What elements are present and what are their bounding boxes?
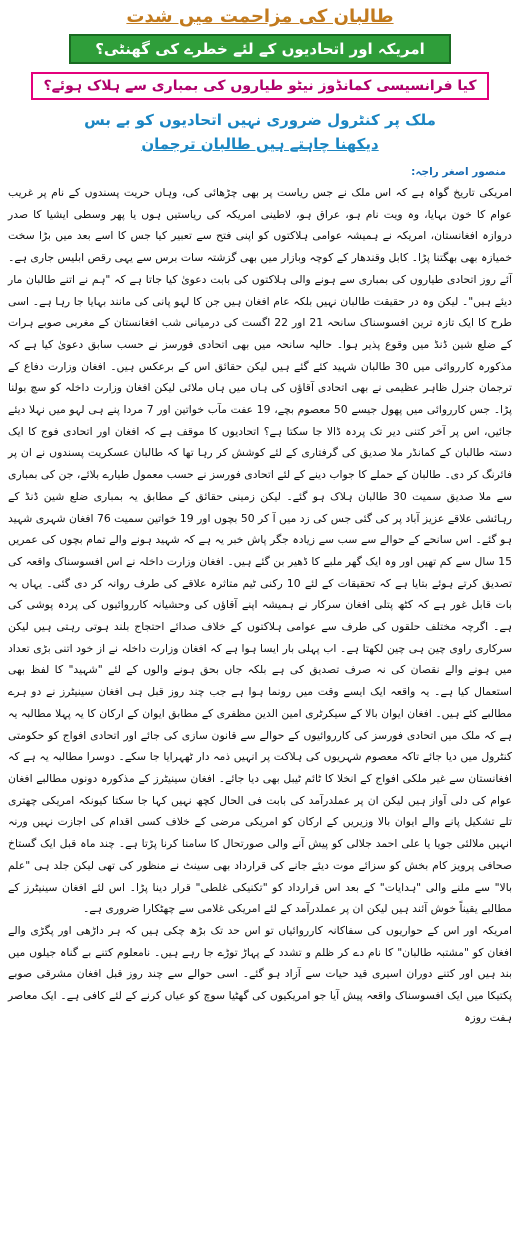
article-body [8,182,512,1028]
deck-line-1: ملک پر کنٹرول ضروری نہیں اتحادیوں کو بے بس [84,111,436,129]
byline: منصور اصغر راجہ: [411,166,506,178]
kicker-title: طالبان کی مزاحمت میں شدت [126,6,394,27]
paragraph-1: امریکی تاریخ گواہ ہے کہ اس ملک نے جس ریاست پر بھی چڑھائی کی، وہاں حریت پسندوں کے نام پر غریب عوام کا خون بہایا، وہ ویت نام ہو، عراق ہو، لاطینی امریکہ کی ریاستیں ہوں یا پھر وسطی ایشیا کا صدر دروازہ افغانستان، امریکہ نے ہمیشہ عوامی ہلاکتوں کو اپنی فتح سے تعبیر کیا جس کا اسے بعد میں بڑا سخت خمیازہ بھی بھگتنا پڑا۔ کابل وقندھار کے کوچہ وبازار میں بھی گزشتہ سات برس سے یہی رقص ابلیس جاری ہے۔ آئے روز اتحادی طیاروں کی بمباری سے ہونے والی ہلاکتوں کی بابت دعویٰ کیا جاتا ہے کہ "ہم نے اتنے طالبان مار دیئے ہیں"۔ لیکن وہ در حقیقت طالبان نہیں بلکہ عام افغان ہیں جن کا لہو پانی کی مانند بہایا جا رہا ہے۔ اسی طرح کا ایک تازہ ترین افسوسناک سانحہ 21 اور 22 اگست کی درمیانی شب افغانستان کے مغربی صوبے ہرات کے ضلع شین ڈنڈ میں وقوع پذیر ہوا۔ حالیہ سانحہ میں بھی اتحادی فورسز نے حسب سابق دعویٰ کیا ہے کہ مذکورہ کارروائی میں 30 طالبان شہید کئے گئے ہیں لیکن حقائق اس کے برعکس ہیں۔ افغان وزارت دفاع کے ترجمان جنرل ظاہر عظیمی نے بھی اتحادی آقاؤں کی ہاں میں ہاں ملائی لیکن افغان وزارت داخلہ کو سچ بولنا پڑا۔ جس کارروائی میں پھول جیسے 50 معصوم بچے، 19 عفت مآب خواتین اور 7 مردا پنے ہی لہو میں نہلا دیئے جائیں، اس پر آخر کتنی دیر تک پردہ ڈالا جا سکتا ہے؟ اتحادیوں کا موقف ہے کہ افغان اور اتحادی فوج کا ایک دستہ طالبان کے کمانڈر ملا صدیق کی گرفتاری کے لئے کوشش کر رہا تھا کہ طالبان عسکریت پسندوں نے ان پر فائرنگ کر دی۔ طالبان کے حملے کا جواب دینے کے لئے اتحادی فورسز نے حسب معمول طیارے بلائے، جن کی بمباری سے ملا صدیق سمیت 30 طالبان ہلاک ہو گئے۔ لیکن زمینی حقائق کے مطابق یہ بمباری ضلع شین ڈنڈ کے رہائشی علاقے عزیز آباد پر کی گئی جس کی زد میں آ کر 50 بچوں اور 19 خواتین سمیت 76 افغان شہری شہید ہو گئے۔ اس سانحے کے حوالے سے سب سے زیادہ جگر پاش خبر یہ ہے کہ شہید ہونے والے تمام بچوں کی عمریں 15 سال سے کم تھیں اور وہ ایک گھر ملبے کا ڈھیر بن گئے ہیں۔ افغان وزارت داخلہ نے اس افسوسناک واقعہ کی تصدیق کرتے ہوئے بتایا ہے کہ تحقیقات کے لئے 10 رکنی ٹیم متاثرہ علاقے کی طرف روانہ کر دی گئی۔ یہاں یہ بات قابل غور ہے کہ کٹھ پتلی افغان سرکار نے ہمیشہ اپنے آقاؤں کی وحشیانہ کارروائیوں کی پردہ پوشی کی ہے۔ اگرچہ مختلف حلقوں کی طرف سے عوامی ہلاکتوں کے خلاف صدائے احتجاج بلند ہوتی رہتی ہیں لیکن سرکاری راوی چین ہی چین لکھتا ہے۔ اب پہلی بار ایسا ہوا ہے کہ افغان وزارت داخلہ نے از خود اتنی بڑی تعداد میں ہونے والے نقصان کی نہ صرف تصدیق کی ہے بلکہ جاں بحق ہونے والوں کے لئے "شہید" کا لفظ بھی استعمال کیا ہے۔ یہ واقعہ ایک ایسے وقت میں رونما ہوا ہے جب چند روز قبل ہی افغان سینیٹرز نے دو ہرے مطالبے کئے ہیں۔ افغان ایوان بالا کے سیکرٹری امین الدین مظفری کے مطابق ایوان کے ارکان کا یہ پہلا مطالبہ یہ ہے کہ ملک میں اتحادی فورسز کی کارروائیوں کے حوالے سے قانون سازی کی جائے اور اتحادی افواج کو حکومتی کنٹرول میں دیا جائے تاکہ معصوم شہریوں کی ہلاکت پر انہیں ذمہ دار ٹھہرایا جا سکے۔ دوسرا مطالبہ یہ ہے کہ افغانستان سے غیر ملکی افواج کے انخلا کا ٹائم ٹیبل بھی دیا جائے۔ افغان سینیٹرز کے مذکورہ دونوں مطالبے افغان عوام کی دلی آواز ہیں لیکن ان پر عملدرآمد کی بابت فی الحال کچھ نہیں کہا جا سکتا کیونکہ امریکی چھتری تلے تشکیل پانے والے ایوان بالا وزیریں کے ارکان کو امریکی مرضی کے خلاف کسی اقدام کی اجازت نہیں ورنہ انہیں ملالئی جویا یا علی احمد جلالی کو پیش آنے والی صورتحال کا سامنا کرنا پڑتا ہے۔ چند ماہ قبل ایک گستاخ صحافی پرویز کام بخش کو سزائے موت دیئے جانے کی قرارداد بھی سینٹ نے منظور کی تھی لیکن جلد ہی "علم بالا" سے ملنے والی "ہدایات" کے بعد اس قرارداد کو "تکنیکی غلطی" قرار دینا پڑا۔ اس لئے افغان سینیٹرز کے مطالبے یقیناً خوش آئند ہیں لیکن ان پر عملدرآمد کے لئے امریکی غلامی سے چھٹکارا ضروری ہے۔ [8,186,512,916]
deck [0,108,520,156]
headline-banner: امریکہ اور اتحادیوں کے لئے خطرے کی گھنٹی؟ [69,34,451,64]
subhead-banner: کیا فرانسیسی کمانڈوز نیٹو طیاروں کی بمباری سے ہلاک ہوئے؟ [31,72,489,100]
article-page [0,4,520,1244]
deck-line-2: دیکھنا چاہتے ہیں طالبان ترجمان [141,135,379,153]
paragraph-2: امریکہ اور اس کے حواریوں کی سفاکانہ کارروائیاں تو اس حد تک بڑھ چکی ہیں کہ ہر داڑھی اور پگڑی والے افغان کو "مشتبہ طالبان" کا نام دے کر ظلم و تشدد کے پہاڑ توڑے جا رہے ہیں۔ نامعلوم کتنے بے گناہ جیلوں میں بند ہیں اور کتنے دوران اسیری قید حیات سے آزاد ہو گئے۔ اسی حوالے سے چند روز قبل افغان مشرقی صوبے پکتیکا میں ایک افسوسناک واقعہ پیش آیا جو امریکیوں کی گھٹیا سوچ کو عیاں کرنے کے لئے کافی ہے۔ ایک معاصر ہفت روزہ [8,923,512,1024]
